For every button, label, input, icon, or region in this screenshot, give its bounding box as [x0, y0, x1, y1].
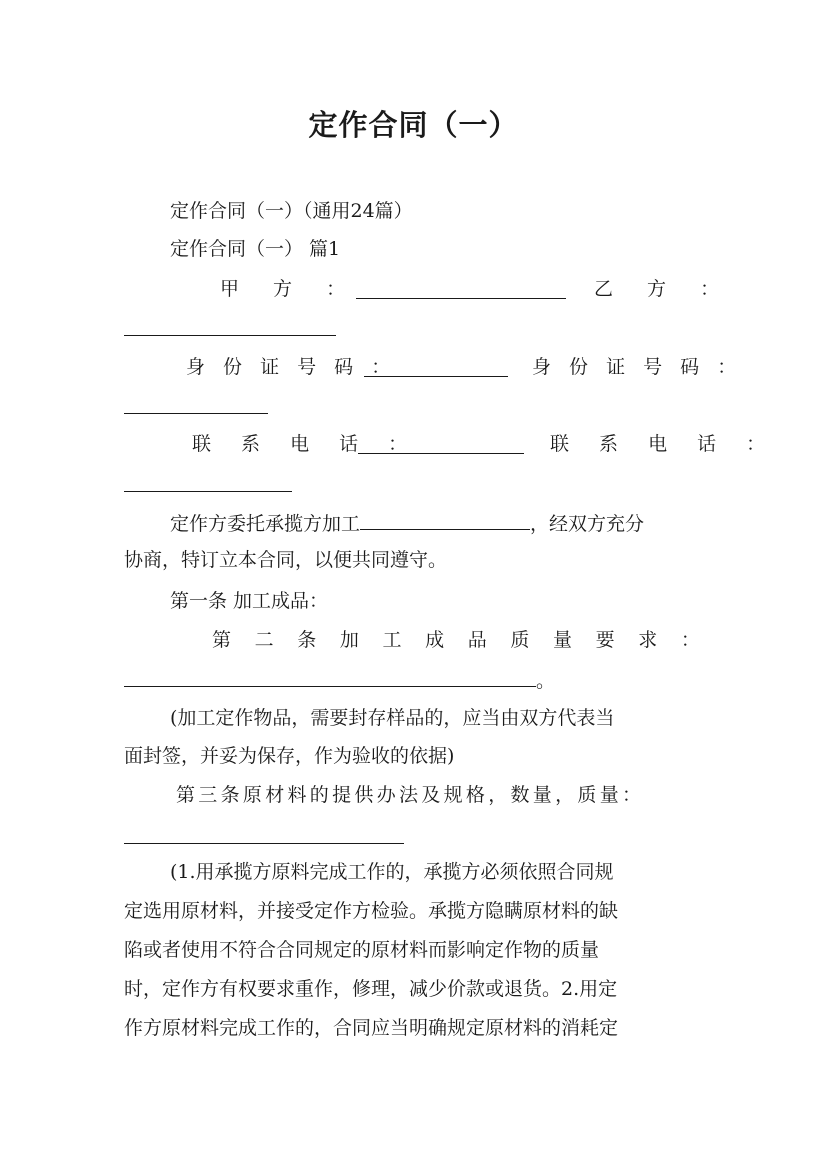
- article-2-end: 。: [536, 670, 556, 692]
- phone-label-b: 联 系 电 话 ：: [550, 433, 778, 455]
- party-b-blank: [124, 334, 336, 336]
- commission-line-2: 协商，特订立本合同，以便共同遵守。: [124, 549, 448, 571]
- phone-a-blank: [358, 435, 524, 454]
- party-b-label: 乙 方 ：: [594, 278, 734, 300]
- id-a-blank: [364, 358, 508, 377]
- party-a-blank: [356, 280, 566, 299]
- article-2-answer: [124, 668, 700, 694]
- id-label-b: 身 份 证 号 码 ：: [532, 356, 743, 378]
- material-line-1: (1.用承揽方原料完成工作的，承揽方必须依照合同规: [170, 861, 614, 883]
- article-2-char: 加: [339, 629, 359, 651]
- commission-blank: [360, 511, 530, 530]
- phone-label-a: 联 系 电 话 ：: [192, 433, 420, 455]
- article-3-blank: [124, 842, 404, 844]
- material-line-3: 陷或者使用不符合合同规定的原材料而影响定作物的质量: [124, 939, 600, 961]
- section-heading: 定作合同（一） 篇1: [170, 238, 341, 260]
- id-label-a: 身 份 证 号 码 ：: [186, 356, 397, 378]
- article-1: 第一条 加工成品：: [170, 590, 329, 612]
- subtitle: 定作合同（一）（通用24篇）: [170, 200, 413, 222]
- material-line-4: 时，定作方有权要求重作，修理，减少价款或退货。2.用定: [124, 978, 618, 1000]
- article-2-char: 第: [212, 629, 232, 651]
- article-2-char: 要: [595, 629, 615, 651]
- party-a-label: 甲 方 ：: [220, 278, 360, 300]
- sample-line-2: 面封签，并妥为保存，作为验收的依据): [124, 745, 455, 767]
- material-line-5: 作方原材料完成工作的，合同应当明确规定原材料的消耗定: [124, 1017, 619, 1039]
- phone-b-blank: [124, 490, 292, 492]
- article-2-char: 质: [510, 629, 530, 651]
- page-title: 定作合同（一）: [308, 108, 519, 142]
- commission-suffix: ，经双方充分: [530, 513, 645, 535]
- article-2-char: 品: [467, 629, 487, 651]
- article-2-char: 求: [638, 629, 658, 651]
- article-2-char: 工: [382, 629, 402, 651]
- article-2-char: 条: [297, 629, 317, 651]
- id-b-blank: [124, 412, 268, 414]
- article-2-char: 量: [553, 629, 573, 651]
- article-3: 第三条原材料的提供办法及规格，数量，质量：: [176, 784, 645, 806]
- article-2-char: 二: [254, 629, 274, 651]
- commission-line: [170, 511, 700, 537]
- article-2-char: ：: [680, 629, 700, 651]
- sample-line-1: (加工定作物品，需要封存样品的，应当由双方代表当: [170, 707, 615, 729]
- article-2-char: 成: [425, 629, 445, 651]
- article-2: [212, 627, 700, 653]
- commission-prefix: 定作方委托承揽方加工: [170, 513, 361, 535]
- material-line-2: 定选用原材料，并接受定作方检验。承揽方隐瞒原材料的缺: [124, 900, 619, 922]
- article-2-blank: [124, 668, 536, 687]
